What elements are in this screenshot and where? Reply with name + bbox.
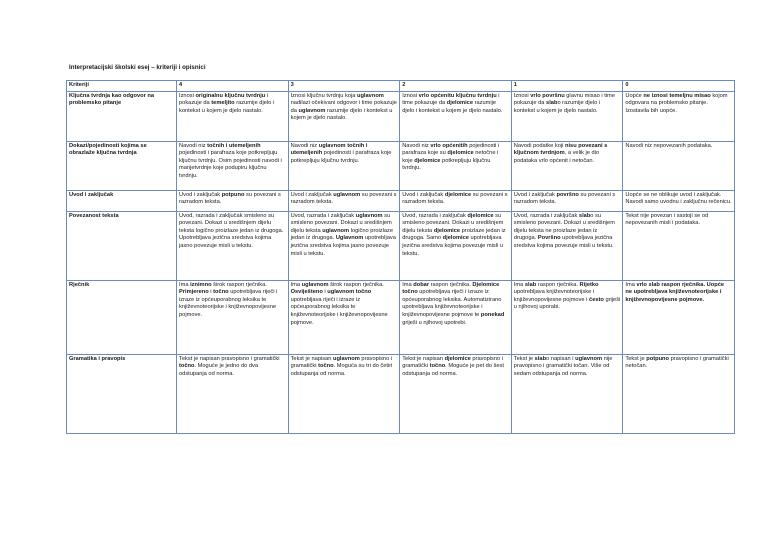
criterion-cell: Povezanost teksta: [67, 211, 177, 280]
descriptor-cell: Tekst nije povezan i sastoji se od nepovezanih misli i podataka.: [623, 211, 735, 280]
descriptor-cell: Ima vrlo slab raspon rječnika. Uopće ne upotrebljava književnoteorijske i književnopovijesne pojmove.: [623, 280, 735, 354]
header-score-1: 1: [511, 81, 623, 92]
document-title: Interpretacijski školski esej – kriteriji i opisnici: [69, 64, 206, 71]
descriptor-cell: Navodi podatke koji nisu povezani s ključnom tvrdnjom, a velik je dio podataka vrlo općenit i netočan.: [511, 141, 623, 190]
descriptor-cell: Navodi niz uglavnom točnih i utemeljenih pojedinosti i parafraza koje potkrepljuju ključnu tvrdnju.: [288, 141, 400, 190]
descriptor-cell: Uvod, razrada i zaključak smisleno su povezani. Dokazi u središnjem dijelu teksta logično proizlaze jedan iz drugoga. Upotrebljava jezična sredstva kojima jasno povezuje misli u tekstu.: [177, 211, 289, 280]
header-score-4: 4: [177, 81, 289, 92]
descriptor-cell: Tekst je slabo napisan i uglavnom nije pravopisno i gramatički točan. Više od sedam odstupanja od norma.: [511, 354, 623, 433]
descriptor-cell: Uvod i zaključak potpuno su povezani s razradom teksta.: [177, 190, 289, 211]
criterion-cell: Ključna tvrdnja kao odgovor na problemsko pitanje: [67, 91, 177, 141]
table-row: [67, 141, 735, 190]
criterion-cell: Uvod i zaključak: [67, 190, 177, 211]
descriptor-cell: Iznosi vrlo površnu glavnu misao i time pokazuje da slabo razumije djelo i kontekst u kojem je djelo nastalo.: [511, 91, 623, 141]
criterion-cell: Dokazi/pojedinosti kojima se obrazlaže ključna tvrdnja: [67, 141, 177, 190]
table-row: [67, 91, 735, 141]
descriptor-cell: Ima slab raspon rječnika. Rijetko upotrebljava književnoteorijske i književnopovijesne pojmove i često griješi u njihovoj uporabi.: [511, 280, 623, 354]
descriptor-cell: Tekst je napisan uglavnom pravopisno i gramatički točno. Moguća su tri do četiri odstupanja od norma.: [288, 354, 400, 433]
descriptor-cell: Ima dobar raspon rječnika. Djelomice točno upotrebljava riječi i izraze iz općeuporabnog leksika. Automatizirano upotrebljava književnoteorijske i književnopovijesne pojmove te ponekad griješi u njihovoj upotrebi.: [400, 280, 512, 354]
descriptor-cell: Iznosi originalnu ključnu tvrdnju i pokazuje da temeljito razumije djelo i kontekst u kojem je djelo nastalo.: [177, 91, 289, 141]
descriptor-cell: Uvod, razrada i zaključak djelomice su smisleno povezani. Dokazi u središnjem dijelu teksta djelomice proizlaze jedan iz drugoga. Samo djelomice upotrebljava jezična sredstva kojima povezuje misli u tekstu.: [400, 211, 512, 280]
descriptor-cell: Uopće se ne oblikuje uvod i zaključak. Navodi samo uvodnu i zaključnu rečenicu.: [623, 190, 735, 211]
criterion-cell: Gramatika i pravopis: [67, 354, 177, 433]
descriptor-cell: Ima uglavnom širok raspon rječnika. Osviješteno i uglavnom točno upotrebljava riječi i izraze iz općeuporabnog leksika te književnoteorijske i književnopovijesne pojmove.: [288, 280, 400, 354]
descriptor-cell: Tekst je potpuno pravopisno i gramatički netočan.: [623, 354, 735, 433]
header-score-0: 0: [623, 81, 735, 92]
table-row: [67, 211, 735, 280]
header-score-3: 3: [288, 81, 400, 92]
descriptor-cell: Uvod i zaključak djelomice su povezani s razradom teksta.: [400, 190, 512, 211]
header-score-2: 2: [400, 81, 512, 92]
criterion-cell: Rječnik: [67, 280, 177, 354]
table-row: [67, 280, 735, 354]
descriptor-cell: Navodi niz vrlo općenitih pojedinosti i parafraza koje su djelomice netočne i koje djelomice potkrepljuju ključnu tvrdnju.: [400, 141, 512, 190]
descriptor-cell: Uvod i zaključak površno su povezani s razradom teksta.: [511, 190, 623, 211]
descriptor-cell: Iznosi vrlo općenitu ključnu tvrdnju i time pokazuje da djelomice razumije djelo i kontekst u kojem je djelo nastalo.: [400, 91, 512, 141]
descriptor-cell: Uopće ne iznosi temeljnu misao kojom odgovara na problemsko pitanje. Izostavila bih uopće.: [623, 91, 735, 141]
table-row: [67, 354, 735, 433]
descriptor-cell: Uvod, razrada i zaključak slabo su smisleno povezani. Dokazi u središnjem dijelu teksta ne proizlaze jedan iz drugoga. Površno upotrebljava jezična sredstva kojima povezuje misli u tekstu.: [511, 211, 623, 280]
table-row: [67, 190, 735, 211]
descriptor-cell: Tekst je napisan djelomice pravopisno i gramatički točno. Moguće je pet do šest odstupanja od norma.: [400, 354, 512, 433]
descriptor-cell: Navodi niz nepovezanih podataka.: [623, 141, 735, 190]
descriptor-cell: Iznosi ključnu tvrdnju koja uglavnom nadilazi očekivani odgovor i time pokazuje da uglavnom razumije djelo i kontekst u kojem je djelo nastalo.: [288, 91, 400, 141]
descriptor-cell: Ima iznimno širok raspon rječnika. Primjereno i točno upotrebljava riječi i izraze iz općeuporabnog leksika te književnoteorijske i književnopovijesne pojmove.: [177, 280, 289, 354]
header-criteria: Kriteriji: [67, 81, 177, 92]
descriptor-cell: Tekst je napisan pravopisno i gramatički točno. Moguće je jedno do dva odstupanja od norma.: [177, 354, 289, 433]
descriptor-cell: Navodi niz točnih i utemeljenih pojedinosti i parafraza koje potkrepljuju ključnu tvrdnju. Osim pojedinosti navodi i manjetvrdnje koje podupiru ključnu tvrdnju.: [177, 141, 289, 190]
descriptor-cell: Uvod i zaključak uglavnom su povezani s razradom teksta.: [288, 190, 400, 211]
rubric-table: [66, 80, 735, 434]
table-header-row: [67, 81, 735, 92]
descriptor-cell: Uvod, razrada i zaključak uglavnom su smisleno povezani. Dokazi u središnjem dijelu teksta uglavnom logično proizlaze jedan iz drugoga. Uglavnom upotrebljava jezična sredstva kojima jasno povezuje misli u tekstu.: [288, 211, 400, 280]
